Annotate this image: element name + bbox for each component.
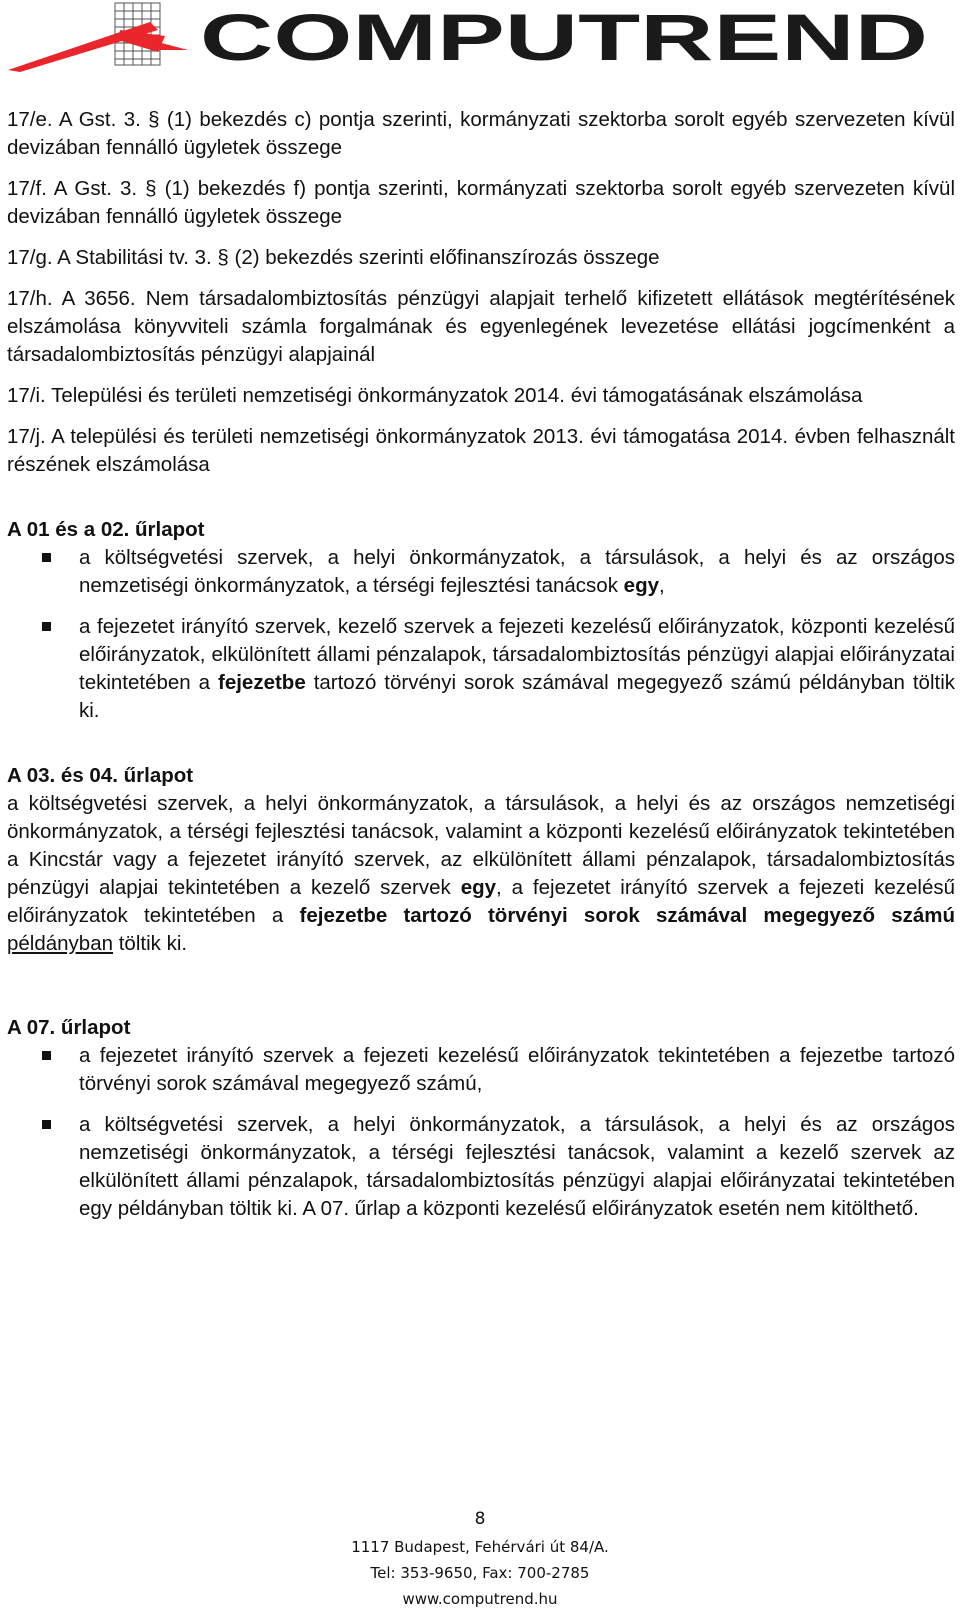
- list-item: a költségvetési szervek, a helyi önkormányzatok, a társulások, a helyi és az országos nemzetiségi önkormányzatok, a térségi fejlesztési tanácsok egy,: [7, 544, 955, 600]
- item-17j: 17/j. A települési és területi nemzetiségi önkormányzatok 2013. évi támogatása 2014. évben felhasznált részének elszámolása: [7, 425, 955, 476]
- computrend-logo: [0, 0, 960, 90]
- square-bullet-icon: [42, 1120, 51, 1129]
- footer-address: 1117 Budapest, Fehérvári út 84/A.: [351, 1538, 609, 1556]
- square-bullet-icon: [42, 622, 51, 631]
- page-footer: [0, 1506, 960, 1612]
- item-17g: 17/g. A Stabilitási tv. 3. § (2) bekezdés szerinti előfinanszírozás összege: [7, 246, 660, 269]
- section-07-list: [7, 1042, 955, 1223]
- brand-wordmark: COMPUTREND: [200, 0, 928, 74]
- item-17e: 17/e. A Gst. 3. § (1) bekezdés c) pontja szerinti, kormányzati szektorba sorolt egyéb szervezeten kívül devizában fennálló ügyletek összege: [7, 108, 955, 159]
- list-item: a fejezetet irányító szervek, kezelő szervek a fejezeti kezelésű előirányzatok, központi kezelésű előirányzatok, elkülönített állami pénzalapok, társadalombiztosítás pénzügyi alapjai előirányzatai tekintetében a fejezetbe tartozó törvényi sorok számával megegyező számú példányban töltik ki.: [7, 613, 955, 725]
- item-17h: 17/h. A 3656. Nem társadalombiztosítás pénzügyi alapjait terhelő kifizetett ellátások megtérítésének elszámolása könyvviteli számla forgalmának és egyenlegének levezetése ellátási jogcímenként a társadalombiztosítás pénzügyi alapjainál: [7, 287, 955, 366]
- document-body: [7, 106, 955, 1236]
- header-logo: [0, 0, 960, 90]
- list-item: a fejezetet irányító szervek a fejezeti kezelésű előirányzatok tekintetében a fejezetbe tartozó törvényi sorok számával megegyező számú,: [7, 1042, 955, 1098]
- footer-website[interactable]: www.computrend.hu: [402, 1590, 558, 1608]
- list-item: a költségvetési szervek, a helyi önkormányzatok, a társulások, a helyi és az országos nemzetiségi önkormányzatok, a térségi fejlesztési tanácsok, valamint a kezelő szervek az elkülönített állami pénzalapok, társadalombiztosítás pénzügyi alapjai előirányzatai tekintetében egy példányban töltik ki. A 07. űrlap a központi kezelésű előirányzatok esetén nem kitölthető.: [7, 1111, 955, 1223]
- page-number: 8: [474, 1509, 486, 1529]
- logo-swoosh-icon: [8, 22, 188, 72]
- section-title-01-02: A 01 és a 02. űrlapot: [7, 518, 205, 541]
- square-bullet-icon: [42, 553, 51, 562]
- section-01-02-list: [7, 544, 955, 725]
- item-17f: 17/f. A Gst. 3. § (1) bekezdés f) pontja szerinti, kormányzati szektorba sorolt egyéb szervezeten kívül devizában fennálló ügyletek összege: [7, 177, 955, 228]
- section-title-07: A 07. űrlapot: [7, 1016, 131, 1039]
- square-bullet-icon: [42, 1051, 51, 1060]
- section-title-03-04: A 03. és 04. űrlapot: [7, 764, 194, 787]
- footer-phone: Tel: 353-9650, Fax: 700-2785: [370, 1564, 590, 1582]
- section-03-04-text: a költségvetési szervek, a helyi önkormányzatok, a társulások, a helyi és az országos nemzetiségi önkormányzatok, a térségi fejlesztési tanácsok, valamint a központi kezelésű előirányzatok tekintetében a Kincstár vagy a fejezetet irányító szervek, az elkülönített állami pénzalapok, társadalombiztosítás pénzügyi alapjai tekintetében a kezelő szervek egy, a fejezetet irányító szervek a fejezeti kezelésű előirányzatok tekintetében a fejezetbe tartozó törvényi sorok számával megegyező számú példányban töltik ki.: [7, 792, 955, 955]
- item-17i: 17/i. Települési és területi nemzetiségi önkormányzatok 2014. évi támogatásának elszámolása: [7, 384, 863, 407]
